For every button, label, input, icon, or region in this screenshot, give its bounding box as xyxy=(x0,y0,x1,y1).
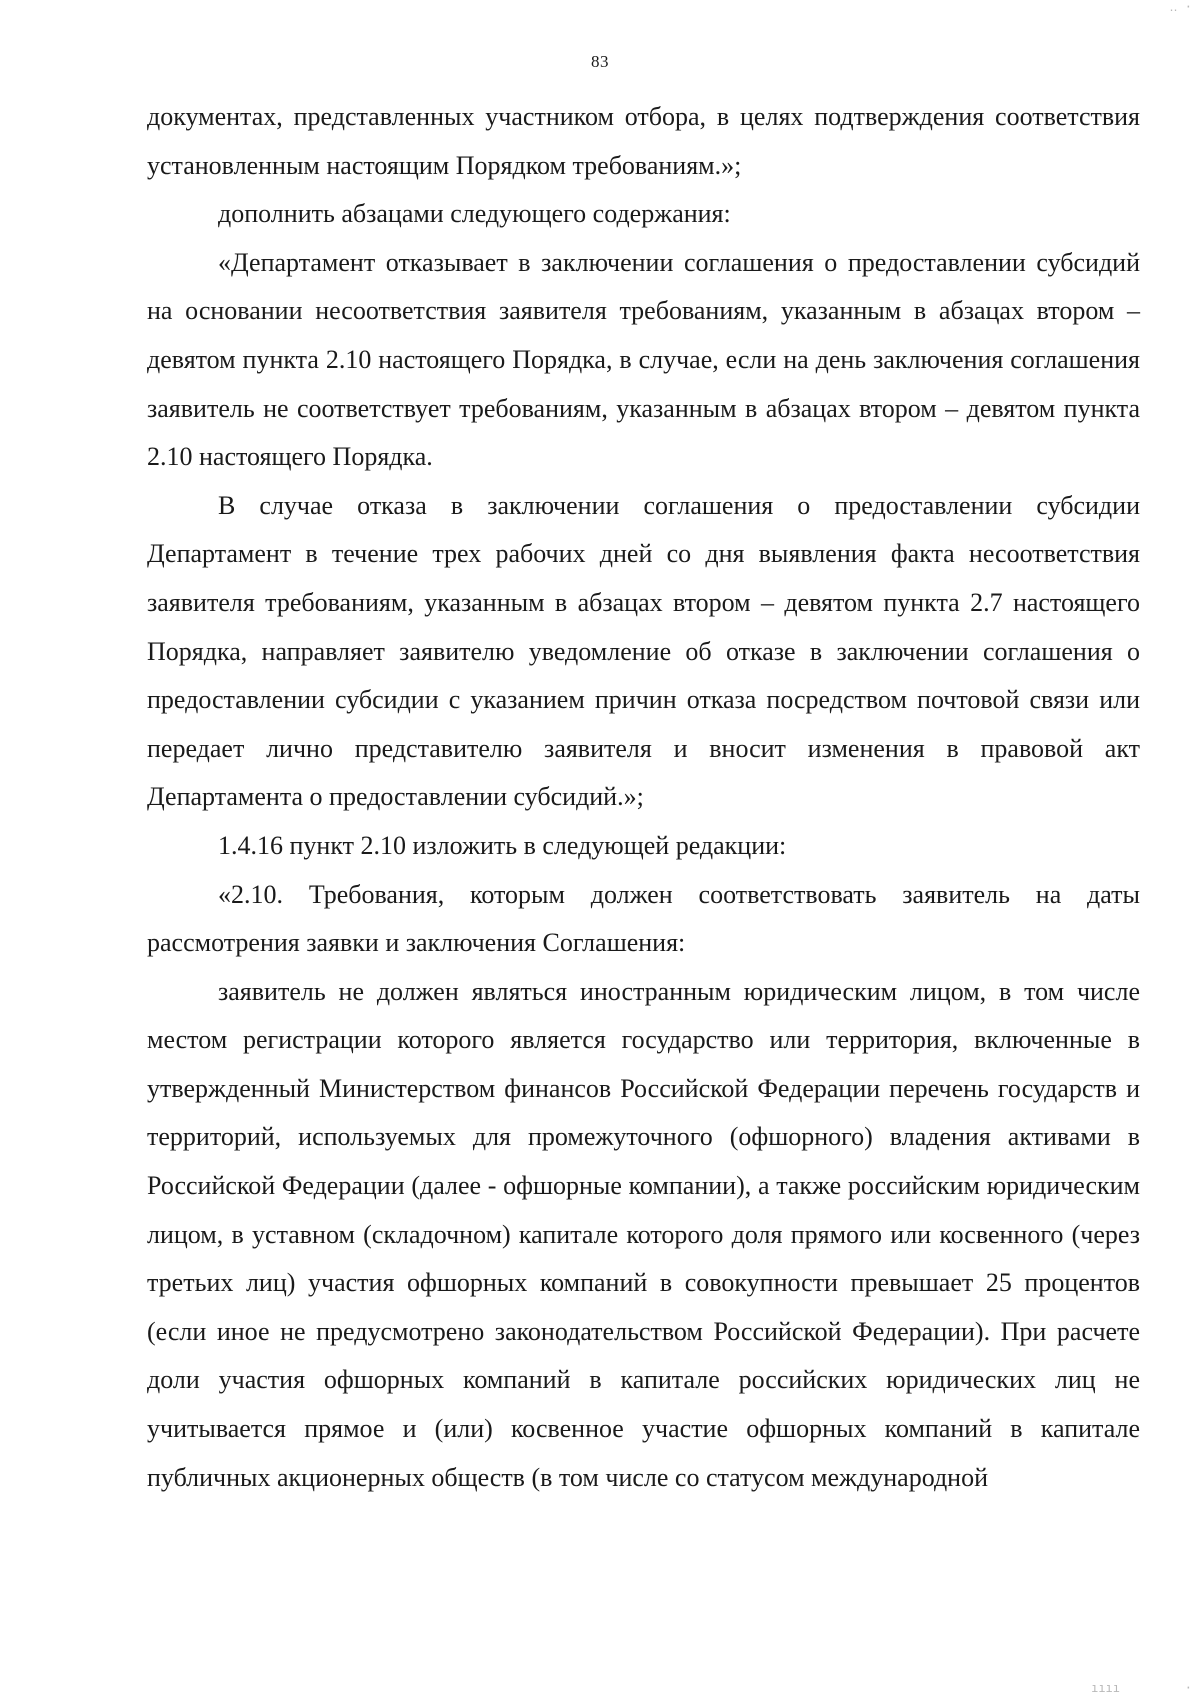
scan-artifact: ıııı xyxy=(1091,1681,1120,1695)
paragraph-amendment-intro: дополнить абзацами следующего содержания: xyxy=(218,199,731,229)
page-number: 83 xyxy=(591,52,609,71)
paragraph-refusal-rule: «Департамент отказывает в заключении соглашения о предоставлении субсидий на основании несоответствия заявителя требованиям, указанным в абзацах втором – девятом пункта 2.10 настоящего Порядка, в случае, если на день заключения соглашения заявитель не соответствует требованиям, указанным в абзацах втором – девятом пункта 2.10 настоящего Порядка. xyxy=(147,247,1140,472)
paragraph-item-1-4-16: 1.4.16 пункт 2.10 изложить в следующей редакции: xyxy=(218,830,787,860)
paragraph-continuation: документах, представленных участником отбора, в целях подтверждения соответствия установленным настоящим Порядком требованиям.»; xyxy=(147,102,1140,180)
paragraph-refusal-procedure: В случае отказа в заключении соглашения о предоставлении субсидии Департамент в течение трех рабочих дней со дня выявления факта несоответствия заявителя требованиям, указанным в абзацах втором – девятом пункта 2.7 настоящего Порядка, направляет заявителю уведомление об отказе в заключении соглашения о предоставлении субсидии с указанием причин отказа посредством почтовой связи или передает лично представителю заявителя и вносит изменения в правовой акт Департамента о предоставлении субсидий.»; xyxy=(147,490,1140,812)
scan-artifact: ‥ · xyxy=(1169,0,1192,14)
scan-artifact: · xyxy=(1184,1681,1192,1695)
paragraph-requirements-heading: «2.10. Требования, которым должен соответствовать заявитель на даты рассмотрения заявки и заключения Соглашения: xyxy=(147,879,1140,958)
document-body xyxy=(147,93,1140,1502)
paragraph-offshore-requirement: заявитель не должен являться иностранным юридическим лицом, в том числе местом регистрации которого является государство или территория, включенные в утвержденный Министерством финансов Российской Федерации перечень государств и территорий, используемых для промежуточного (офшорного) владения активами в Российской Федерации (далее - офшорные компании), а также российским юридическим лицом, в уставном (складочном) капитале которого доля прямого или косвенного (через третьих лиц) участия офшорных компаний в совокупности превышает 25 процентов (если иное не предусмотрено законодательством Российской Федерации). При расчете доли участия офшорных компаний в капитале российских юридических лиц не учитывается прямое и (или) косвенное участие офшорных компаний в капитале публичных акционерных обществ (в том числе со статусом международной xyxy=(147,976,1140,1492)
